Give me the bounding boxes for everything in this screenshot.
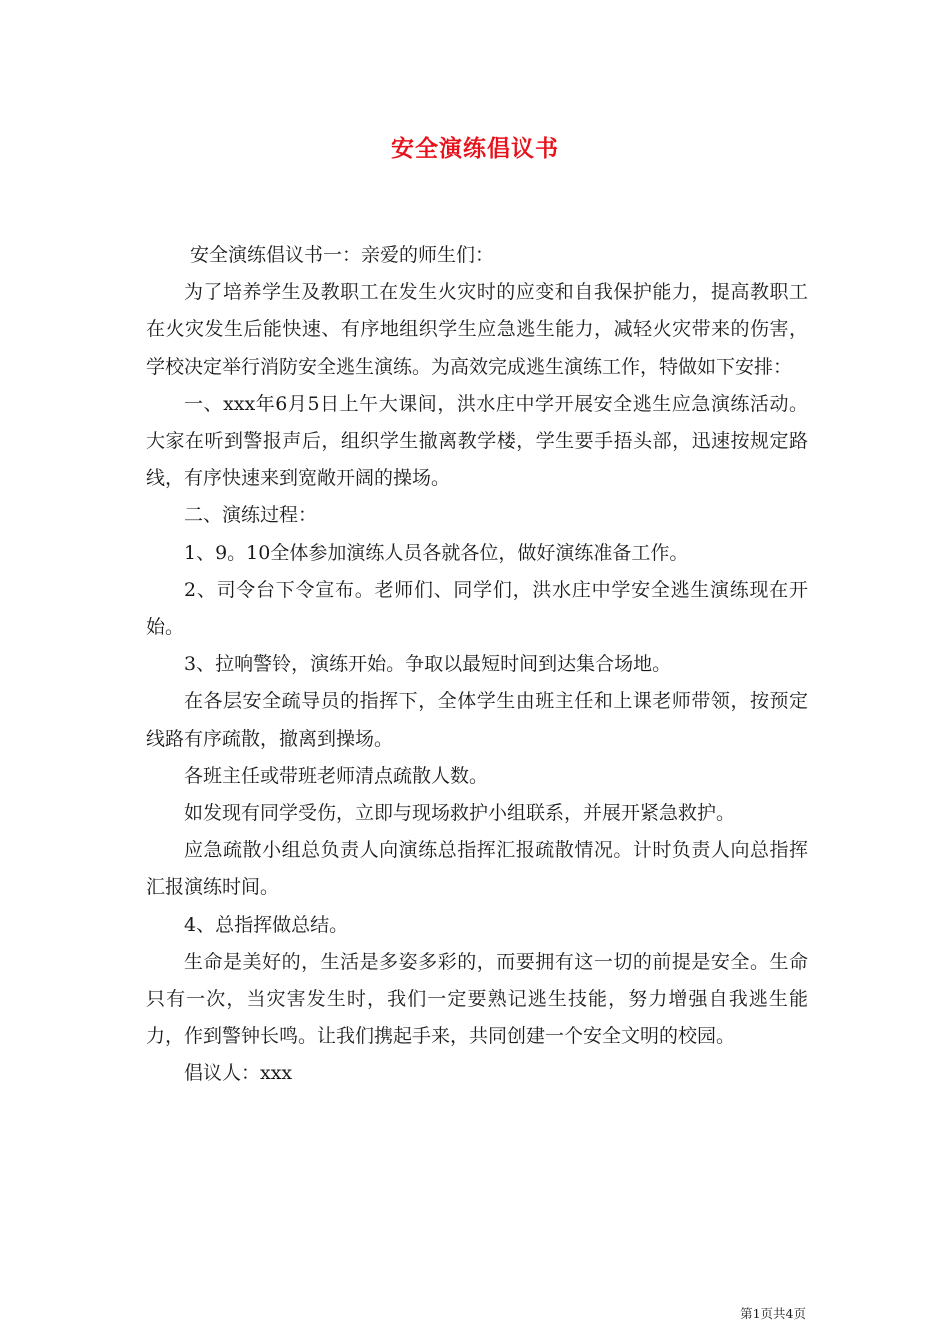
closing-paragraph: 生命是美好的，生活是多姿多彩的，而要拥有这一切的前提是安全。生命只有一次，当灾害发生时，我们一定要熟记逃生技能，努力增强自我逃生能力，作到警钟长鸣。让我们携起手来，共同创建一个安全文明的校园。 bbox=[146, 950, 808, 1048]
injury-paragraph: 如发现有同学受伤，立即与现场救护小组联系，并展开紧急救护。 bbox=[184, 802, 736, 825]
section-one-paragraph: 一、xxx年6月5日上午大课间，洪水庄中学开展安全逃生应急演练活动。大家在听到警报声后，组织学生撤离教学楼，学生要手捂头部，迅速按规定路线，有序快速来到宽敞开阔的操场。 bbox=[146, 392, 808, 490]
page-number: 第1页共4页 bbox=[740, 1306, 806, 1321]
evacuation-paragraph: 在各层安全疏导员的指挥下，全体学生由班主任和上课老师带领，按预定线路有序疏散，撤离到操场。 bbox=[146, 690, 808, 750]
step-two-paragraph: 2、司令台下令宣布。老师们、同学们，洪水庄中学安全逃生演练现在开始。 bbox=[146, 578, 808, 639]
step-four-paragraph: 4、总指挥做总结。 bbox=[184, 913, 349, 936]
section-two-heading: 二、演练过程： bbox=[184, 504, 318, 527]
intro-paragraph: 为了培养学生及教职工在发生火灾时的应变和自我保护能力，提高教职工在火灾发生后能快速、有序地组织学生应急逃生能力，减轻火灾带来的伤害，学校决定举行消防安全逃生演练。为高效完成逃生演练工作，特做如下安排： bbox=[146, 281, 808, 378]
document-body bbox=[146, 237, 808, 1093]
report-paragraph: 应急疏散小组总负责人向演练总指挥汇报疏散情况。计时负责人向总指挥汇报演练时间。 bbox=[146, 839, 808, 899]
document-title: 安全演练倡议书 bbox=[391, 135, 559, 162]
headcount-paragraph: 各班主任或带班老师清点疏散人数。 bbox=[184, 764, 489, 787]
step-three-paragraph: 3、拉响警铃，演练开始。争取以最短时间到达集合场地。 bbox=[184, 653, 672, 676]
signature-line: 倡议人：xxx bbox=[184, 1062, 293, 1085]
salutation-paragraph: 安全演练倡议书一：亲爱的师生们： bbox=[190, 244, 495, 266]
step-one-paragraph: 1、9。10全体参加演练人员各就各位，做好演练准备工作。 bbox=[184, 541, 689, 564]
